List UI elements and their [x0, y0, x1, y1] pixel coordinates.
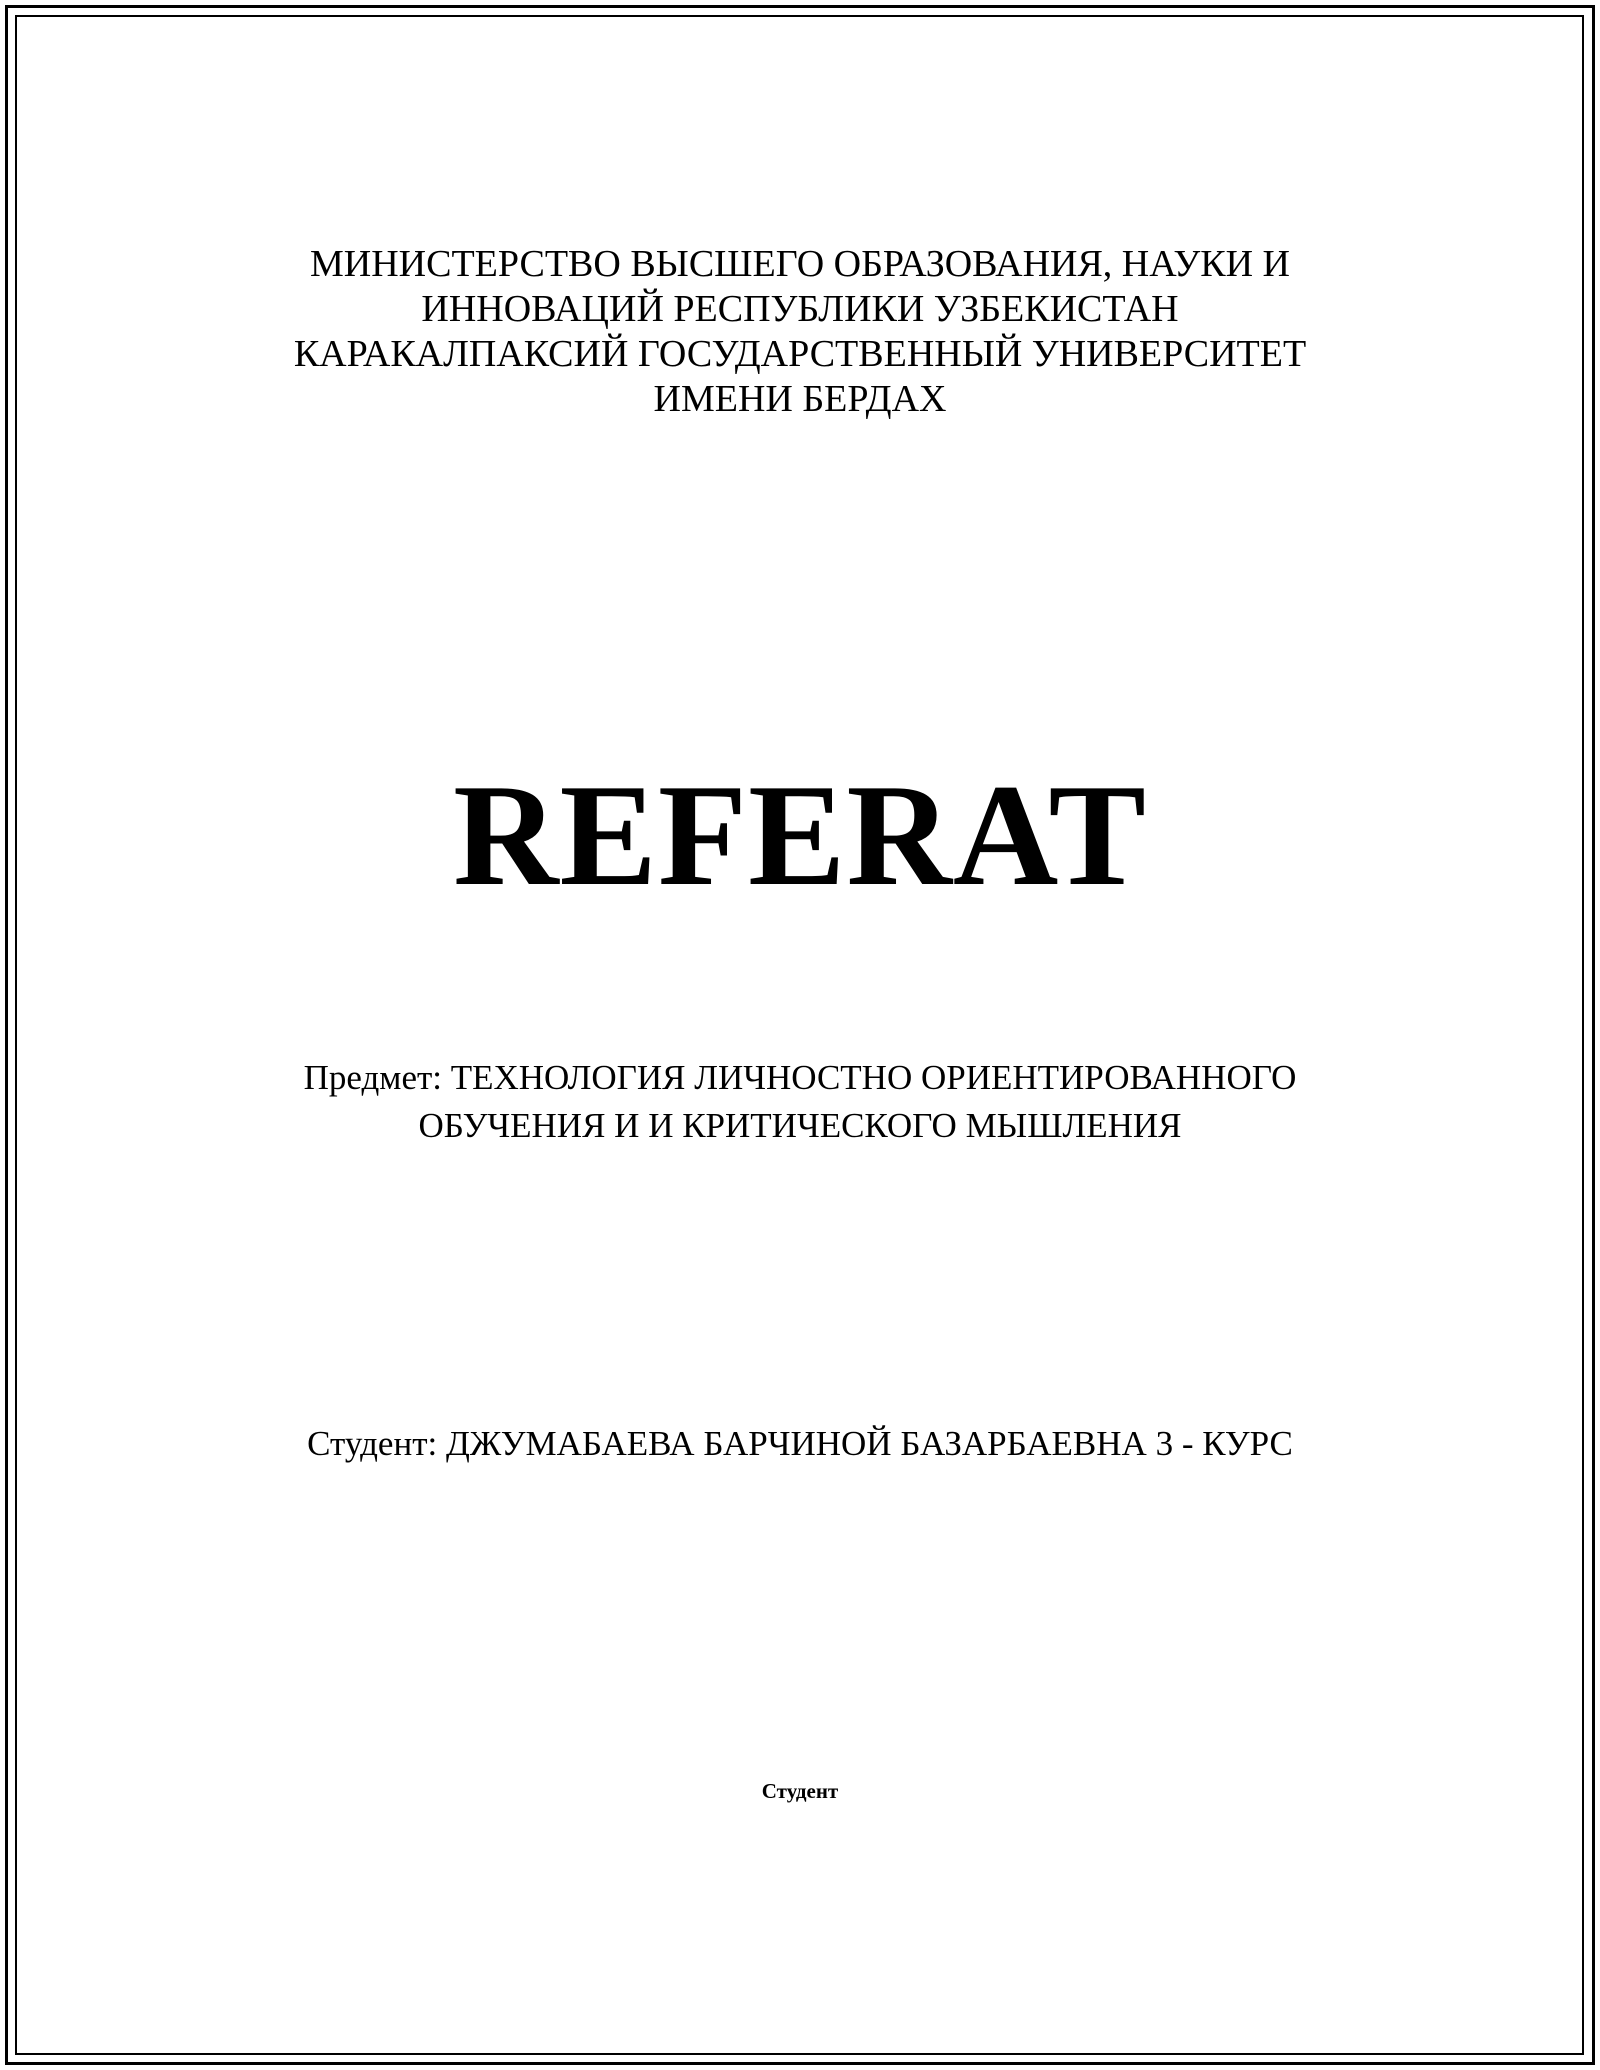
subject-line-1: Предмет: ТЕХНОЛОГИЯ ЛИЧНОСТНО ОРИЕНТИРОВАННОГО [303, 1058, 1297, 1097]
footer-label: Студент [761, 1779, 839, 1803]
student-line: Студент: ДЖУМАБАЕВА БАРЧИНОЙ БАЗАРБАЕВНА 3 - КУРС [307, 1424, 1293, 1463]
subject-block [0, 1054, 1600, 1150]
document-title: REFERAT [453, 754, 1147, 916]
header-line-4: ИМЕНИ БЕРДАХ [653, 378, 947, 420]
subject-line-2: ОБУЧЕНИЯ И И КРИТИЧЕСКОГО МЫШЛЕНИЯ [418, 1106, 1182, 1145]
header-line-2: ИННОВАЦИЙ РЕСПУБЛИКИ УЗБЕКИСТАН [421, 288, 1179, 330]
header-line-3: КАРАКАЛПАКСИЙ ГОСУДАРСТВЕННЫЙ УНИВЕРСИТЕТ [293, 333, 1307, 375]
header-line-1: МИНИСТЕРСТВО ВЫСШЕГО ОБРАЗОВАНИЯ, НАУКИ И [310, 243, 1290, 285]
institution-header [0, 242, 1600, 422]
